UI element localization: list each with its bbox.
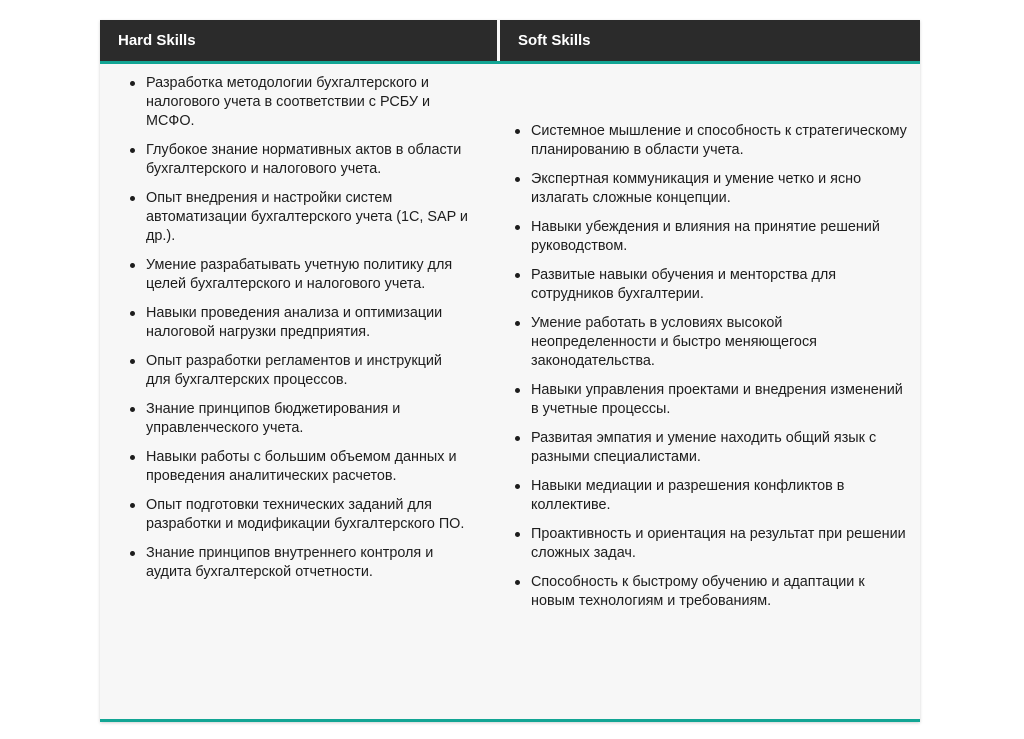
list-item: Системное мышление и способность к стратегическому планированию в области учета. <box>515 122 908 160</box>
column-header-soft-skills-label: Soft Skills <box>518 32 591 49</box>
list-item: Знание принципов внутреннего контроля и аудита бухгалтерской отчетности. <box>130 544 470 582</box>
column-hard-skills <box>100 64 500 719</box>
soft-skills-list <box>500 122 920 621</box>
list-item: Навыки медиации и разрешения конфликтов в коллективе. <box>515 477 908 515</box>
list-item: Навыки проведения анализа и оптимизации налоговой нагрузки предприятия. <box>130 304 470 342</box>
column-header-hard-skills <box>100 20 500 61</box>
list-item: Разработка методологии бухгалтерского и налогового учета в соответствии с РСБУ и МСФО. <box>130 74 470 131</box>
skills-table-body <box>100 64 920 722</box>
column-soft-skills <box>500 64 920 719</box>
list-item: Навыки управления проектами и внедрения изменений в учетные процессы. <box>515 381 908 419</box>
list-item: Экспертная коммуникация и умение четко и ясно излагать сложные концепции. <box>515 170 908 208</box>
list-item: Опыт подготовки технических заданий для разработки и модификации бухгалтерского ПО. <box>130 496 470 534</box>
list-item: Знание принципов бюджетирования и управленческого учета. <box>130 400 470 438</box>
column-header-hard-skills-label: Hard Skills <box>118 32 196 49</box>
list-item: Глубокое знание нормативных актов в области бухгалтерского и налогового учета. <box>130 141 470 179</box>
hard-skills-list <box>100 74 500 582</box>
skills-card <box>100 20 920 722</box>
list-item: Развитая эмпатия и умение находить общий язык с разными специалистами. <box>515 429 908 467</box>
list-item: Проактивность и ориентация на результат при решении сложных задач. <box>515 525 908 563</box>
list-item: Опыт внедрения и настройки систем автоматизации бухгалтерского учета (1С, SAP и др.). <box>130 189 470 246</box>
list-item: Умение разрабатывать учетную политику для целей бухгалтерского и налогового учета. <box>130 256 470 294</box>
list-item: Навыки работы с большим объемом данных и проведения аналитических расчетов. <box>130 448 470 486</box>
list-item: Способность к быстрому обучению и адаптации к новым технологиям и требованиям. <box>515 573 908 611</box>
column-header-soft-skills <box>500 20 920 61</box>
list-item: Опыт разработки регламентов и инструкций для бухгалтерских процессов. <box>130 352 470 390</box>
list-item: Умение работать в условиях высокой неопределенности и быстро меняющегося законодательства. <box>515 314 908 371</box>
list-item: Навыки убеждения и влияния на принятие решений руководством. <box>515 218 908 256</box>
skills-table-header <box>100 20 920 64</box>
list-item: Развитые навыки обучения и менторства для сотрудников бухгалтерии. <box>515 266 908 304</box>
